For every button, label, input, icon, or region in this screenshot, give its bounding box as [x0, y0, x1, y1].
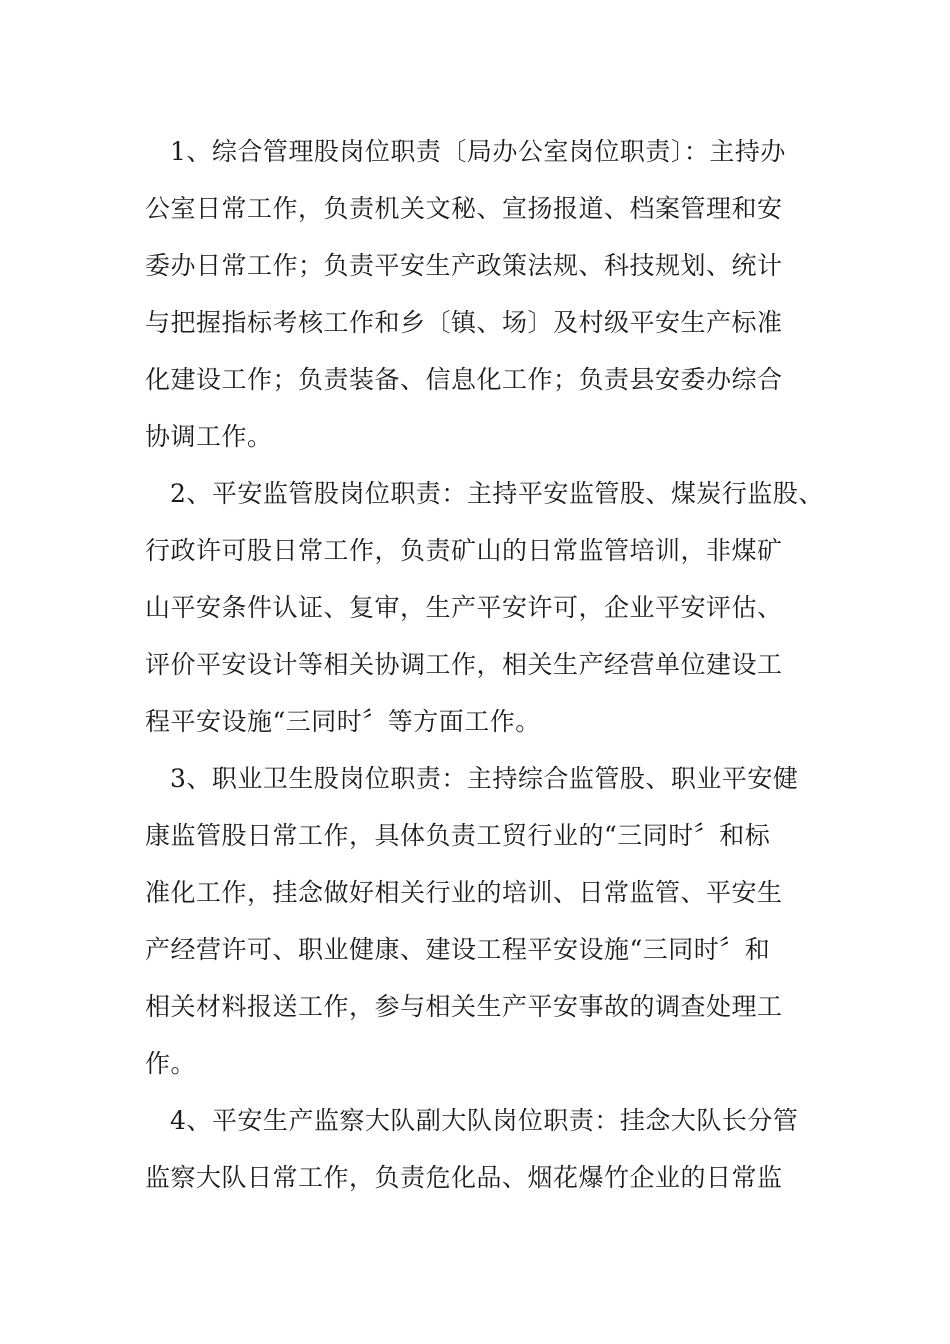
paragraph-3-line-3: 准化工作，挂念做好相关行业的培训、日常监管、平安生 — [145, 878, 783, 907]
paragraph-1-line-3: 委办日常工作；负责平安生产政策法规、科技规划、统计 — [145, 251, 783, 280]
paragraph-1-line-1: 1、综合管理股岗位职责〔局办公室岗位职责〕：主持办 — [170, 137, 786, 166]
paragraph-2-line-3: 山平安条件认证、复审，生产平安许可，企业平安评估、 — [145, 593, 783, 622]
paragraph-3-line-2: 康监管股日常工作，具体负责工贸行业的“三同时〞和标 — [145, 821, 771, 850]
paragraph-3-line-1: 3、职业卫生股岗位职责：主持综合监管股、职业平安健 — [170, 764, 799, 793]
paragraph-4-line-2: 监察大队日常工作，负责危化品、烟花爆竹企业的日常监 — [145, 1163, 783, 1192]
paragraph-2-line-4: 评价平安设计等相关协调工作，相关生产经营单位建设工 — [145, 650, 783, 679]
paragraph-2-line-2: 行政许可股日常工作，负责矿山的日常监管培训，非煤矿 — [145, 536, 783, 565]
paragraph-1-line-4: 与把握指标考核工作和乡〔镇、场〕及村级平安生产标准 — [145, 308, 783, 337]
paragraph-1-line-2: 公室日常工作，负责机关文秘、宣扬报道、档案管理和安 — [145, 194, 783, 223]
paragraph-3-line-6: 作。 — [145, 1049, 197, 1078]
paragraph-1-line-5: 化建设工作；负责装备、信息化工作；负责县安委办综合 — [145, 365, 783, 394]
paragraph-3-line-5: 相关材料报送工作，参与相关生产平安事故的调查处理工 — [145, 992, 783, 1021]
paragraph-1-line-6: 协调工作。 — [145, 422, 273, 451]
paragraph-2-line-1: 2、平安监管股岗位职责：主持平安监管股、煤炭行监股、 — [170, 479, 824, 508]
paragraph-2-line-5: 程平安设施“三同时〞等方面工作。 — [145, 707, 541, 736]
paragraph-3-line-4: 产经营许可、职业健康、建设工程平安设施“三同时〞和 — [145, 935, 771, 964]
paragraph-4-line-1: 4、平安生产监察大队副大队岗位职责：挂念大队长分管 — [170, 1106, 799, 1135]
